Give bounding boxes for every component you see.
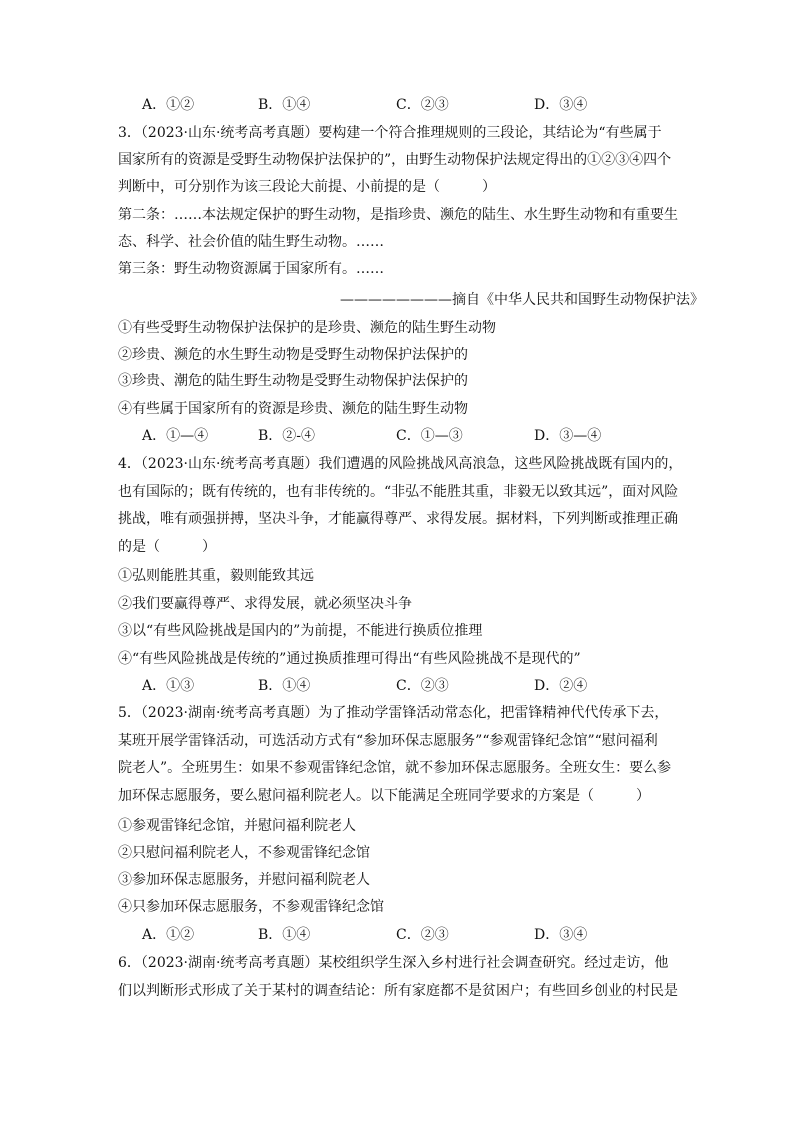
q3-stem-line: 3．（2023·山东·统考高考真题）要构建一个符合推理规则的三段论，其结论为“有些属于 [118,125,662,141]
q2-options [118,95,678,115]
q5-option-c: C．②③ [396,927,449,943]
q4-stem-line: 的是（ ） [118,539,216,555]
q5-statement: ①参观雷锋纪念馆，并慰问福利院老人 [118,818,356,834]
q3-stem-line: 国家所有的资源是受野生动物保护法保护的”，由野生动物保护法规定得出的①②③④四个 [118,152,672,168]
q3-statement: ③珍贵、潮危的陆生野生动物是受野生动物保护法保护的 [118,373,468,389]
q3-statement: ①有些受野生动物保护法保护的是珍贵、濒危的陆生野生动物 [118,320,496,336]
q4-option-c: C．②③ [396,678,449,694]
q3-material-line: 第三条：野生动物资源属于国家所有。…… [118,261,384,277]
q4-stem-line: 4．（2023·山东·统考高考真题）我们遭遇的风险挑战风高浪急，这些风险挑战既有国内的， [118,456,683,472]
q5-statement: ②只慰问福利院老人，不参观雷锋纪念馆 [118,845,370,861]
q5-statement: ③参加环保志愿服务，并慰问福利院老人 [118,872,370,888]
q4-statement: ③以“有些风险挑战是国内的”为前提，不能进行换质位推理 [118,623,483,639]
q2-option-b: B．①④ [258,97,311,113]
q4-stem-line: 挑战，唯有顽强拼搏，坚决斗争，才能赢得尊严、求得发展。据材料，下列判断或推理正确 [118,511,678,527]
q5-options [118,925,678,945]
q5-stem-line: 院老人”。全班男生：如果不参观雷锋纪念馆，就不参加环保志愿服务。全班女生：要么参 [118,760,672,776]
q5-stem-line: 5．（2023·湖南·统考高考真题）为了推动学雷锋活动常态化，把雷锋精神代代传承下去， [118,705,669,721]
q5-option-b: B．①④ [258,927,311,943]
q4-statement: ④“有些风险挑战是传统的”通过换质推理可得出“有些风险挑战不是现代的” [118,651,581,667]
q4-options [118,676,678,696]
q3-option-a: A．①—④ [142,428,209,444]
q6-stem-line: 6．（2023·湖南·统考高考真题）某校组织学生深入乡村进行社会调查研究。经过走访，他 [118,955,669,971]
q4-option-a: A．①③ [142,678,195,694]
q3-source: ————————摘自《中华人民共和国野生动物保护法》 [340,292,704,308]
q4-statement: ②我们要赢得尊严、求得发展，就必须坚决斗争 [118,596,412,612]
q2-option-d: D．③④ [534,97,588,113]
q2-option-a: A．①② [142,97,195,113]
q4-stem-line: 也有国际的；既有传统的，也有非传统的。“非弘不能胜其重，非毅无以致其远”，面对风险 [118,484,679,500]
q4-statement: ①弘则能胜其重，毅则能致其远 [118,568,314,584]
q3-material-line: 态、科学、社会价值的陆生野生动物。…… [118,234,384,250]
q3-option-c: C．①—③ [396,428,463,444]
q4-option-d: D．②④ [534,678,588,694]
q3-material-line: 第二条：……本法规定保护的野生动物，是指珍贵、濒危的陆生、水生野生动物和有重要生 [118,207,678,223]
q3-option-b: B．②-④ [258,428,316,444]
q5-stem-line: 加环保志愿服务，要么慰问福利院老人。以下能满足全班同学要求的方案是（ ） [118,788,650,804]
q4-option-b: B．①④ [258,678,311,694]
q3-stem-line: 判断中，可分别作为该三段论大前提、小前提的是（ ） [118,179,496,195]
q5-option-d: D．③④ [534,927,588,943]
q3-statement: ④有些属于国家所有的资源是珍贵、濒危的陆生野生动物 [118,401,468,417]
q6-stem-line: 们以判断形式形成了关于某村的调查结论：所有家庭都不是贫困户；有些回乡创业的村民是 [118,983,678,999]
q3-option-d: D．③—④ [534,428,602,444]
q3-statement: ②珍贵、濒危的水生野生动物是受野生动物保护法保护的 [118,347,468,363]
q3-options [118,426,678,446]
q2-option-c: C．②③ [396,97,449,113]
q5-stem-line: 某班开展学雷锋活动，可选活动方式有“参加环保志愿服务”“参观雷锋纪念馆”“慰问福利 [118,733,658,749]
q5-statement: ④只参加环保志愿服务，不参观雷锋纪念馆 [118,899,384,915]
q5-option-a: A．①② [142,927,195,943]
